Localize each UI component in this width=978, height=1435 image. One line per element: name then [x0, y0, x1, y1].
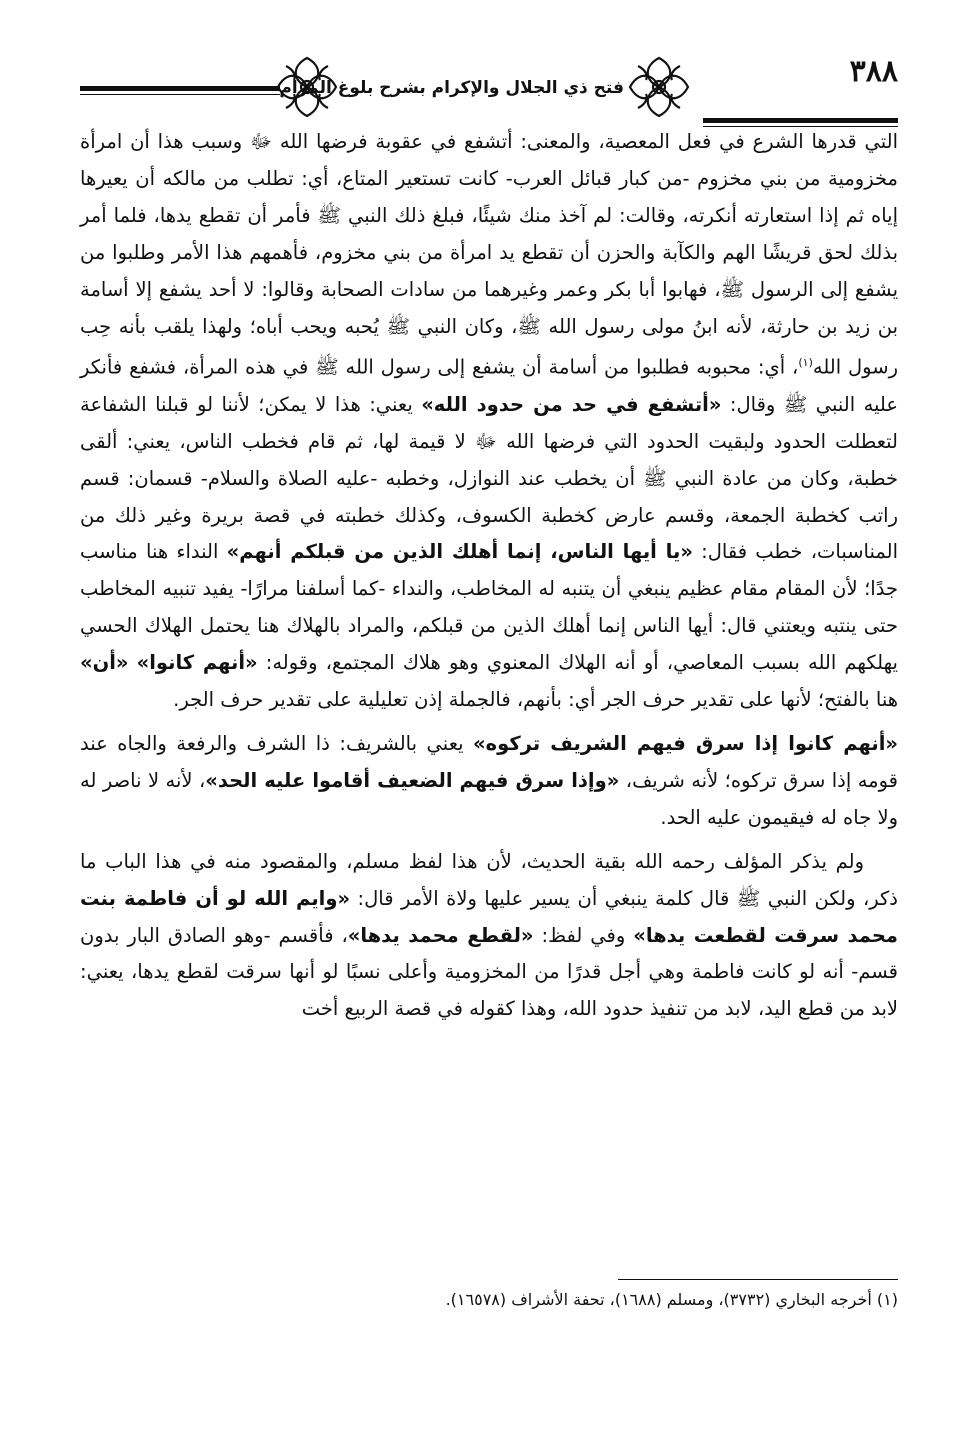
hadith-quote: «أنهم كانوا إذا سرق فيهم الشريف تركوه» — [473, 732, 898, 755]
footnote-ref: (١) — [798, 356, 813, 370]
paragraph-2 — [80, 726, 898, 837]
page-header — [80, 48, 898, 118]
header-rule-left-thin — [80, 94, 280, 95]
paragraph-1 — [80, 124, 898, 719]
text-run: النداء هنا مناسب جدًا؛ لأن المقام مقام عظيم ينبغي أن يتنبه له المخاطب، والنداء -كما أسلفنا مرارًا- يفيد تنبيه المخاطب حتى ينتبه ويعتني قال: أيها الناس إنما أهلك الذين من قبلكم، والمراد بالهلاك هنا يحتمل الهلاك الحسي يهلكهم الله بسبب المعاصي، أو أنه الهلاك المعنوي وهو هلاك المجتمع، وقوله: — [80, 540, 898, 675]
paragraph-3 — [80, 844, 898, 1029]
running-title: فتح ذي الجلال والإكرام بشرح بلوغ المرام — [279, 78, 624, 98]
floral-ornament-icon — [624, 52, 694, 122]
text-run: يعني بالشريف: ذا الشرف والرفعة والجاه عند قومه إذا سرق تركوه؛ لأنه شريف، — [80, 732, 898, 792]
hadith-quote: «وايم الله لو أن فاطمة بنت محمد سرقت لقطعت يدها» — [80, 886, 898, 947]
hadith-quote: «أتشفع في حد من حدود الله» — [421, 392, 722, 416]
text-run: يعني: هذا لا يمكن؛ لأننا لو قبلنا الشفاعة لتعطلت الحدود ولبقيت الحدود التي فرضها الله ﷻ لا قيمة لها، ثم قام فخطب الناس، يعني: ألقى خطبة، وكان من عادة النبي ﷺ أن يخطب عند النوازل، وخطبه -عليه الصلاة والسلام- قسمان: قسم راتب كخطبة الجمعة، وقسم عارض كخطبة الكسوف، وكذلك خطبته في قصة بريرة وغير ذلك من المناسبات، خطب فقال: — [80, 392, 898, 564]
hadith-quote: «يا أيها الناس، إنما أهلك الذين من قبلكم أنهم» — [226, 540, 693, 564]
hadith-quote: «لقطع محمد يدها» — [347, 923, 534, 947]
footnote: (١) أخرجه البخاري (٣٧٣٢)، ومسلم (١٦٨٨)، تحفة الأشراف (١٦٥٧٨). — [445, 1290, 898, 1309]
text-run — [129, 651, 137, 674]
text-run: ، فأقسم -وهو الصادق البار بدون قسم- أنه لو كانت فاطمة وهي أجل قدرًا من المخزومية وأعلى نسبًا لو أنها سرقت لقطع يدها، يعني: لابد من قطع اليد، لابد من تنفيذ حدود الله، وهذا كقوله في قصة الربيع أخت — [80, 923, 898, 1021]
text-run: التي قدرها الشرع في فعل المعصية، والمعنى: أتشفع في عقوبة فرضها الله ﷻ وسبب هذا أن امرأة مخزومية من بني مخزوم -من كبار قبائل العرب- كانت تستعير المتاع، أي: تطلب من مالكه أن يعيرها إياه ثم إذا استعارته أنكرته، وقالت: لم آخذ منك شيئًا، فبلغ ذلك النبي ﷺ فأمر أن تقطع يدها، فلما أمر بذلك لحق قريشًا الهم والكآبة والحزن أن تقطع يد امرأة من بني مخزوم، فأهمهم هذا الأمر وطلبوا من يشفع إلى الرسول ﷺ، فهابوا أبا بكر وعمر وغيرهما من سادات الصحابة وقالوا: لا أحد يشفع إلا أسامة بن زيد بن حارثة، لأنه ابنُ مولى رسول الله ﷺ، وكان النبي ﷺ يُحبه ويحب أباه؛ ولهذا يلقب بأنه حِب رسول الله — [80, 130, 898, 379]
header-rule-right — [703, 118, 898, 123]
text-run: ، لأنه لا ناصر له ولا جاه له فيقيمون عليه الحد. — [80, 768, 898, 829]
page-number: ٣٨٨ — [849, 54, 898, 89]
footnote-separator — [618, 1279, 898, 1280]
hadith-quote: «أنهم كانوا» — [136, 651, 258, 675]
header-rule-left — [80, 86, 280, 91]
text-run: ، أي: محبوبه فطلبوا من أسامة أن يشفع إلى رسول الله ﷺ في هذه المرأة، فشفع فأنكر عليه النبي ﷺ وقال: — [80, 355, 899, 416]
text-run: هنا بالفتح؛ لأنها على تقدير حرف الجر أي: بأنهم، فالجملة إذن تعليلية على تقدير حرف الجر. — [173, 688, 898, 712]
text-run: وفي لفظ: — [533, 923, 634, 947]
text-run: ولم يذكر المؤلف رحمه الله بقية الحديث، لأن هذا لفظ مسلم، والمقصود منه في هذا الباب ما ذكر، ولكن النبي ﷺ قال كلمة ينبغي أن يسير عليها ولاة الأمر قال: — [80, 849, 898, 910]
main-text — [80, 124, 898, 1028]
hadith-quote: «وإذا سرق فيهم الضعيف أقاموا عليه الحد» — [205, 768, 620, 792]
hadith-quote: «أن» — [80, 651, 129, 675]
